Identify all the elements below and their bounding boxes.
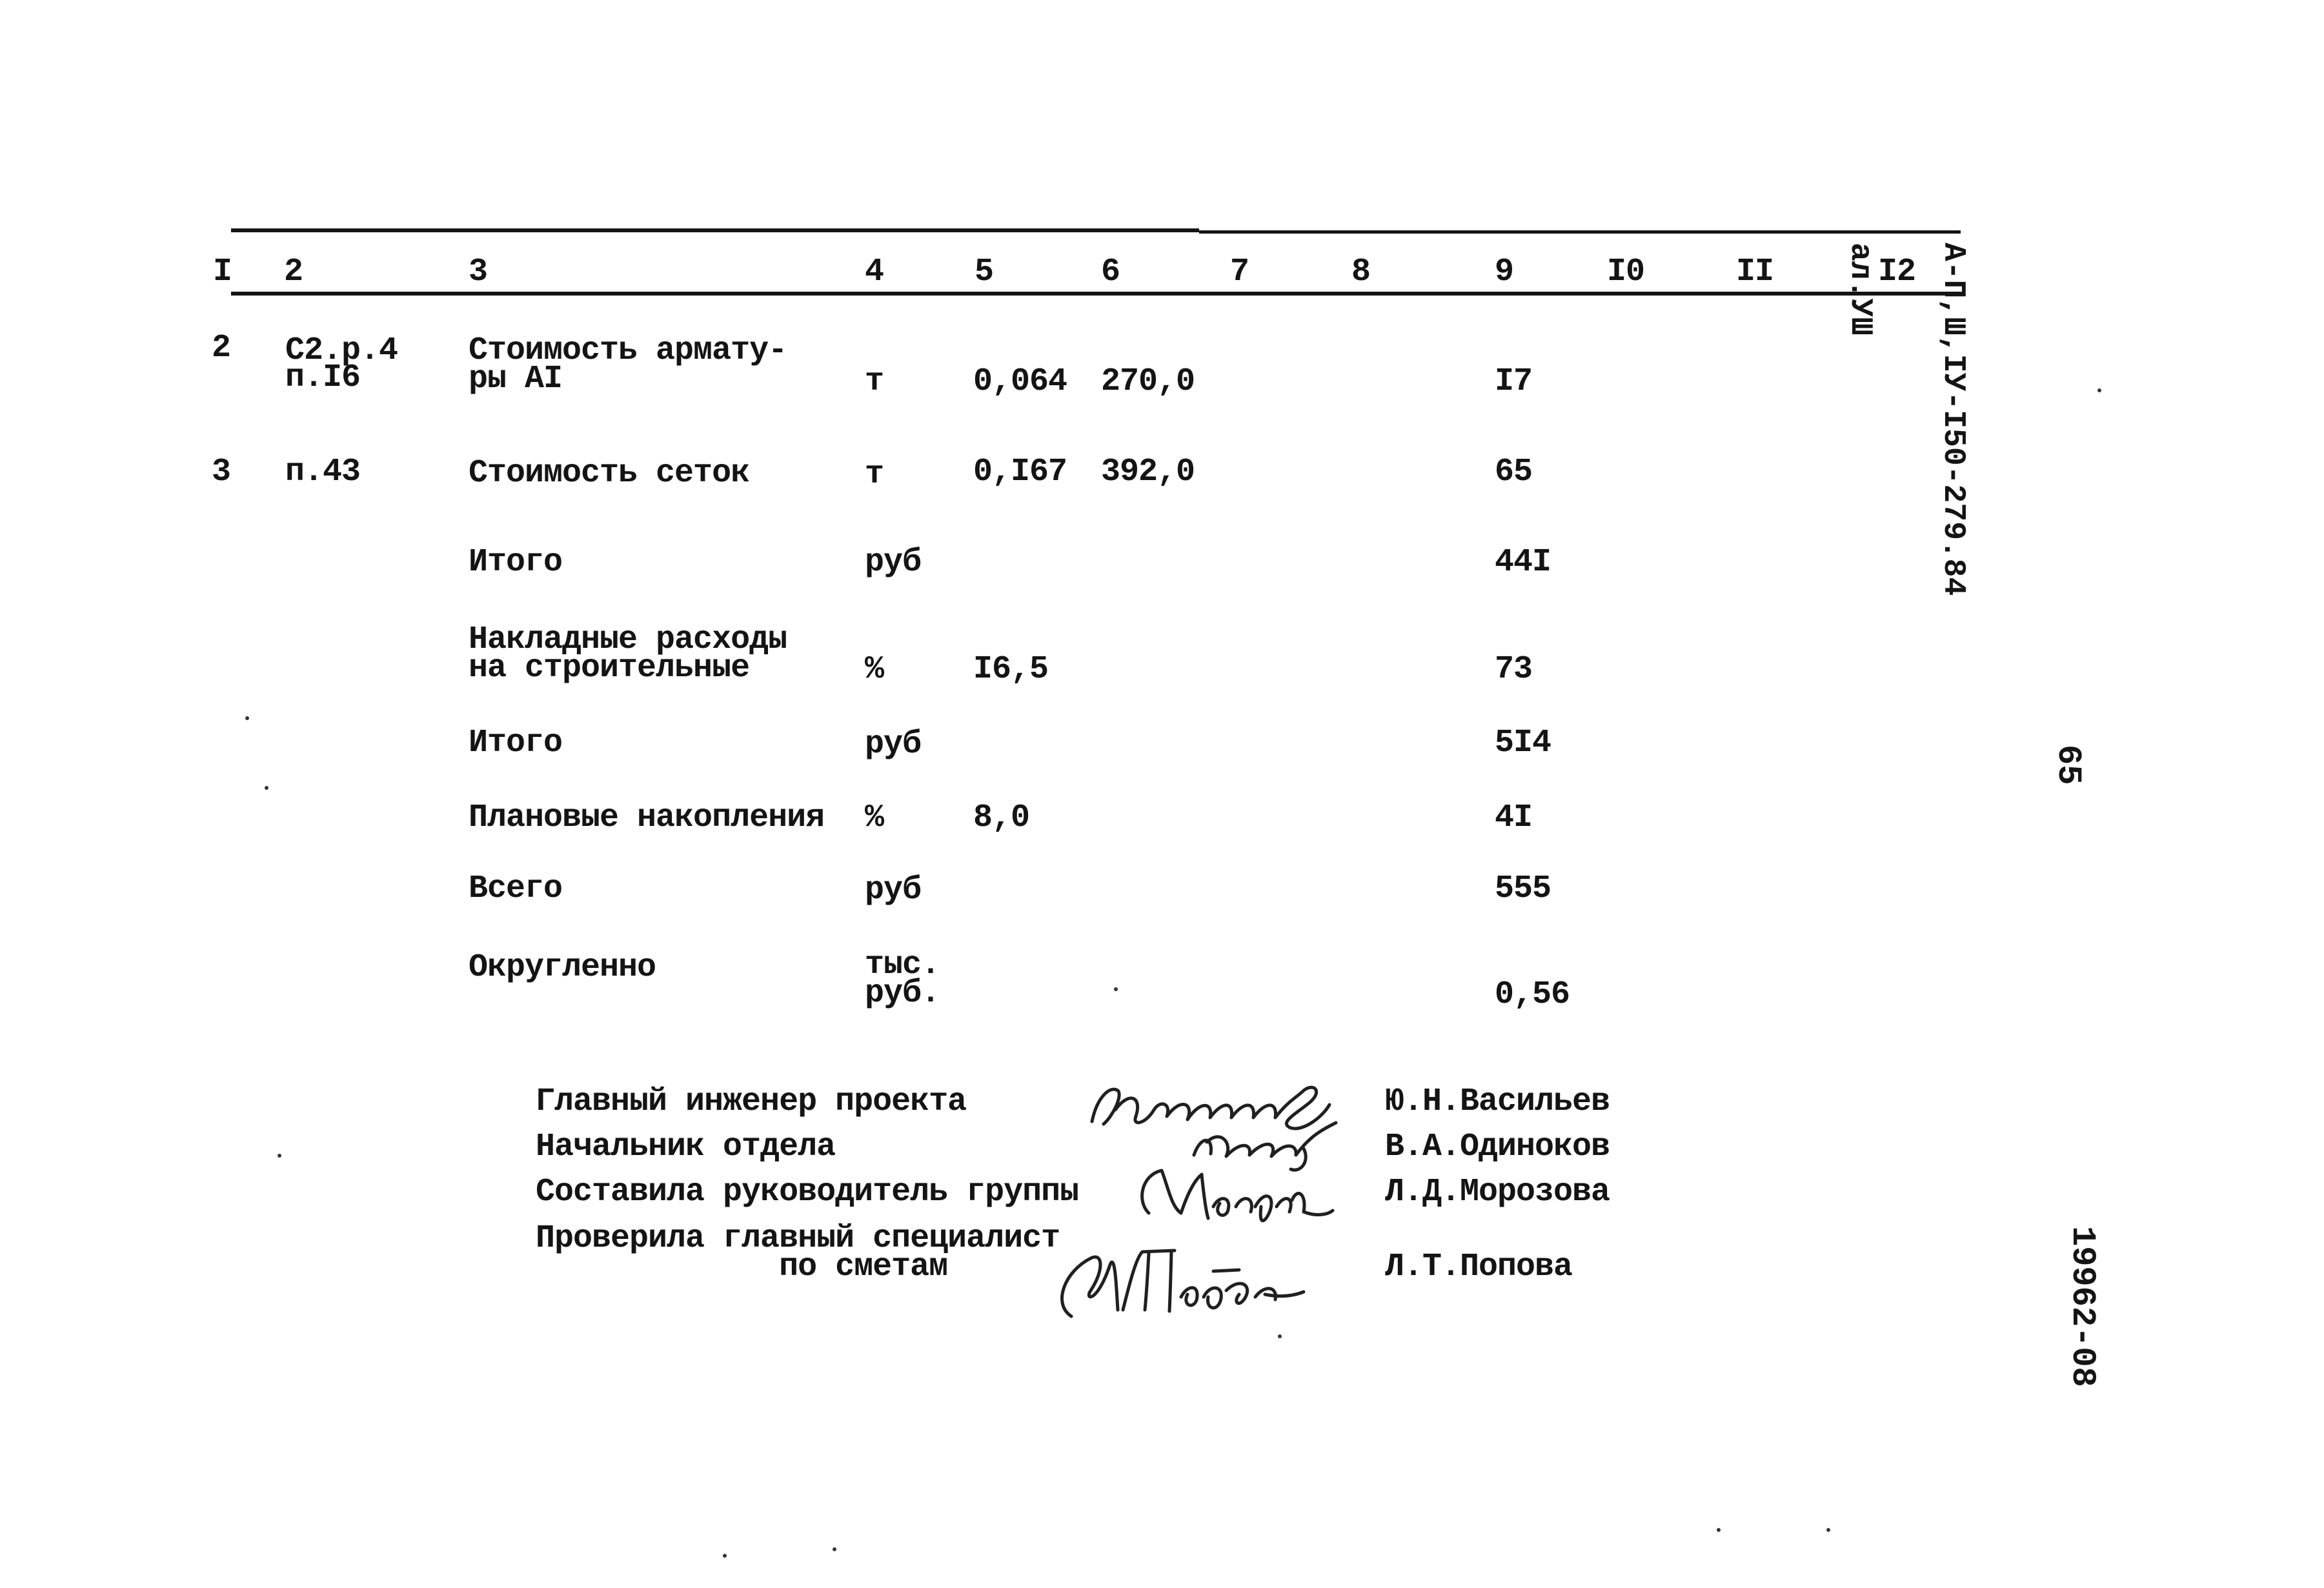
side-code-line: ал.УШ	[1843, 243, 1877, 336]
row-total: 555	[1495, 870, 1551, 907]
row-name: на строительные	[469, 650, 750, 687]
col-header: 2	[284, 254, 303, 290]
scan-speck	[245, 716, 249, 720]
col-header: I	[213, 254, 232, 290]
row-reference: п.I6	[285, 359, 361, 396]
signature-morozova	[1123, 1161, 1336, 1232]
row-number: 3	[212, 454, 231, 490]
col-header: II	[1736, 254, 1774, 290]
document-number: 19962-08	[2063, 1226, 2101, 1387]
row-unit: руб	[865, 726, 922, 763]
row-quantity: 0,064	[973, 363, 1067, 400]
row-total: 65	[1495, 454, 1533, 490]
table-top-rule-right	[1199, 230, 1961, 234]
col-header: 7	[1230, 254, 1249, 290]
scan-speck	[1717, 1528, 1721, 1532]
col-header: I0	[1607, 254, 1645, 290]
signature-popova	[1046, 1232, 1329, 1329]
row-unit: т	[865, 456, 884, 493]
signatory-name: Л.Т.Попова	[1385, 1249, 1573, 1285]
signatory-role: Проверила главный специалист	[536, 1220, 1060, 1257]
row-unit: руб.	[865, 975, 940, 1012]
signatory-role: Составила руководитель группы	[536, 1174, 1079, 1211]
row-unit: %	[865, 651, 884, 688]
signatory-name: Ю.Н.Васильев	[1385, 1083, 1610, 1120]
table-top-rule-left	[231, 228, 1199, 232]
row-unit: руб	[865, 872, 922, 909]
scan-speck	[1278, 1334, 1282, 1338]
signatory-role: Главный инженер проекта	[536, 1083, 967, 1120]
signatory-name: В.А.Одиноков	[1385, 1129, 1610, 1165]
page-number: 65	[2049, 745, 2087, 785]
side-document-code	[1783, 243, 2030, 596]
row-name: Плановые накопления	[469, 799, 825, 836]
row-name: ры АI	[469, 361, 563, 397]
row-quantity: 8,0	[973, 799, 1030, 836]
scan-speck	[2097, 388, 2101, 392]
table-header-rule	[231, 292, 1961, 296]
signatory-name: Л.Д.Морозова	[1385, 1174, 1610, 1211]
col-header: 8	[1351, 254, 1371, 290]
row-unit: %	[865, 799, 884, 836]
row-name: Итого	[469, 544, 563, 581]
row-name: Итого	[469, 725, 563, 761]
row-reference: С2.р.4	[285, 332, 398, 369]
row-number: 2	[212, 330, 231, 367]
row-price: 392,0	[1101, 454, 1195, 490]
signatory-role: Начальник отдела	[536, 1129, 836, 1165]
scan-speck	[278, 1154, 281, 1158]
scan-speck	[1826, 1528, 1830, 1532]
row-unit: тыс.	[865, 947, 940, 983]
scan-speck	[833, 1547, 836, 1551]
col-header: 4	[865, 254, 884, 290]
row-total: 73	[1495, 651, 1533, 688]
col-header: 3	[469, 254, 488, 290]
scan-speck	[1114, 987, 1118, 991]
side-code-line: А-П,Ш,IУ-I50-279.84	[1935, 243, 1970, 596]
signatory-role: по сметам	[536, 1249, 948, 1285]
scan-speck	[723, 1554, 727, 1558]
col-header: I2	[1878, 254, 1916, 290]
row-name: Стоимость сеток	[469, 455, 750, 492]
col-header: 6	[1101, 254, 1120, 290]
row-reference: п.43	[285, 454, 361, 490]
row-price: 270,0	[1101, 363, 1195, 400]
scan-speck	[265, 786, 268, 790]
row-quantity: I6,5	[973, 651, 1049, 688]
col-header: 5	[975, 254, 994, 290]
row-unit: т	[865, 363, 884, 400]
row-name: Всего	[469, 870, 563, 907]
row-total: 5I4	[1495, 725, 1551, 761]
row-name: Округленно	[469, 949, 656, 986]
row-name: Стоимость армату-	[469, 332, 787, 369]
col-header: 9	[1495, 254, 1514, 290]
row-total: 0,56	[1495, 976, 1570, 1013]
row-name: Накладные расходы	[469, 621, 787, 658]
row-quantity: 0,I67	[973, 454, 1067, 490]
row-unit: руб	[865, 544, 922, 581]
row-total: 4I	[1495, 799, 1533, 836]
row-total: 44I	[1495, 544, 1551, 581]
row-total: I7	[1495, 363, 1533, 400]
